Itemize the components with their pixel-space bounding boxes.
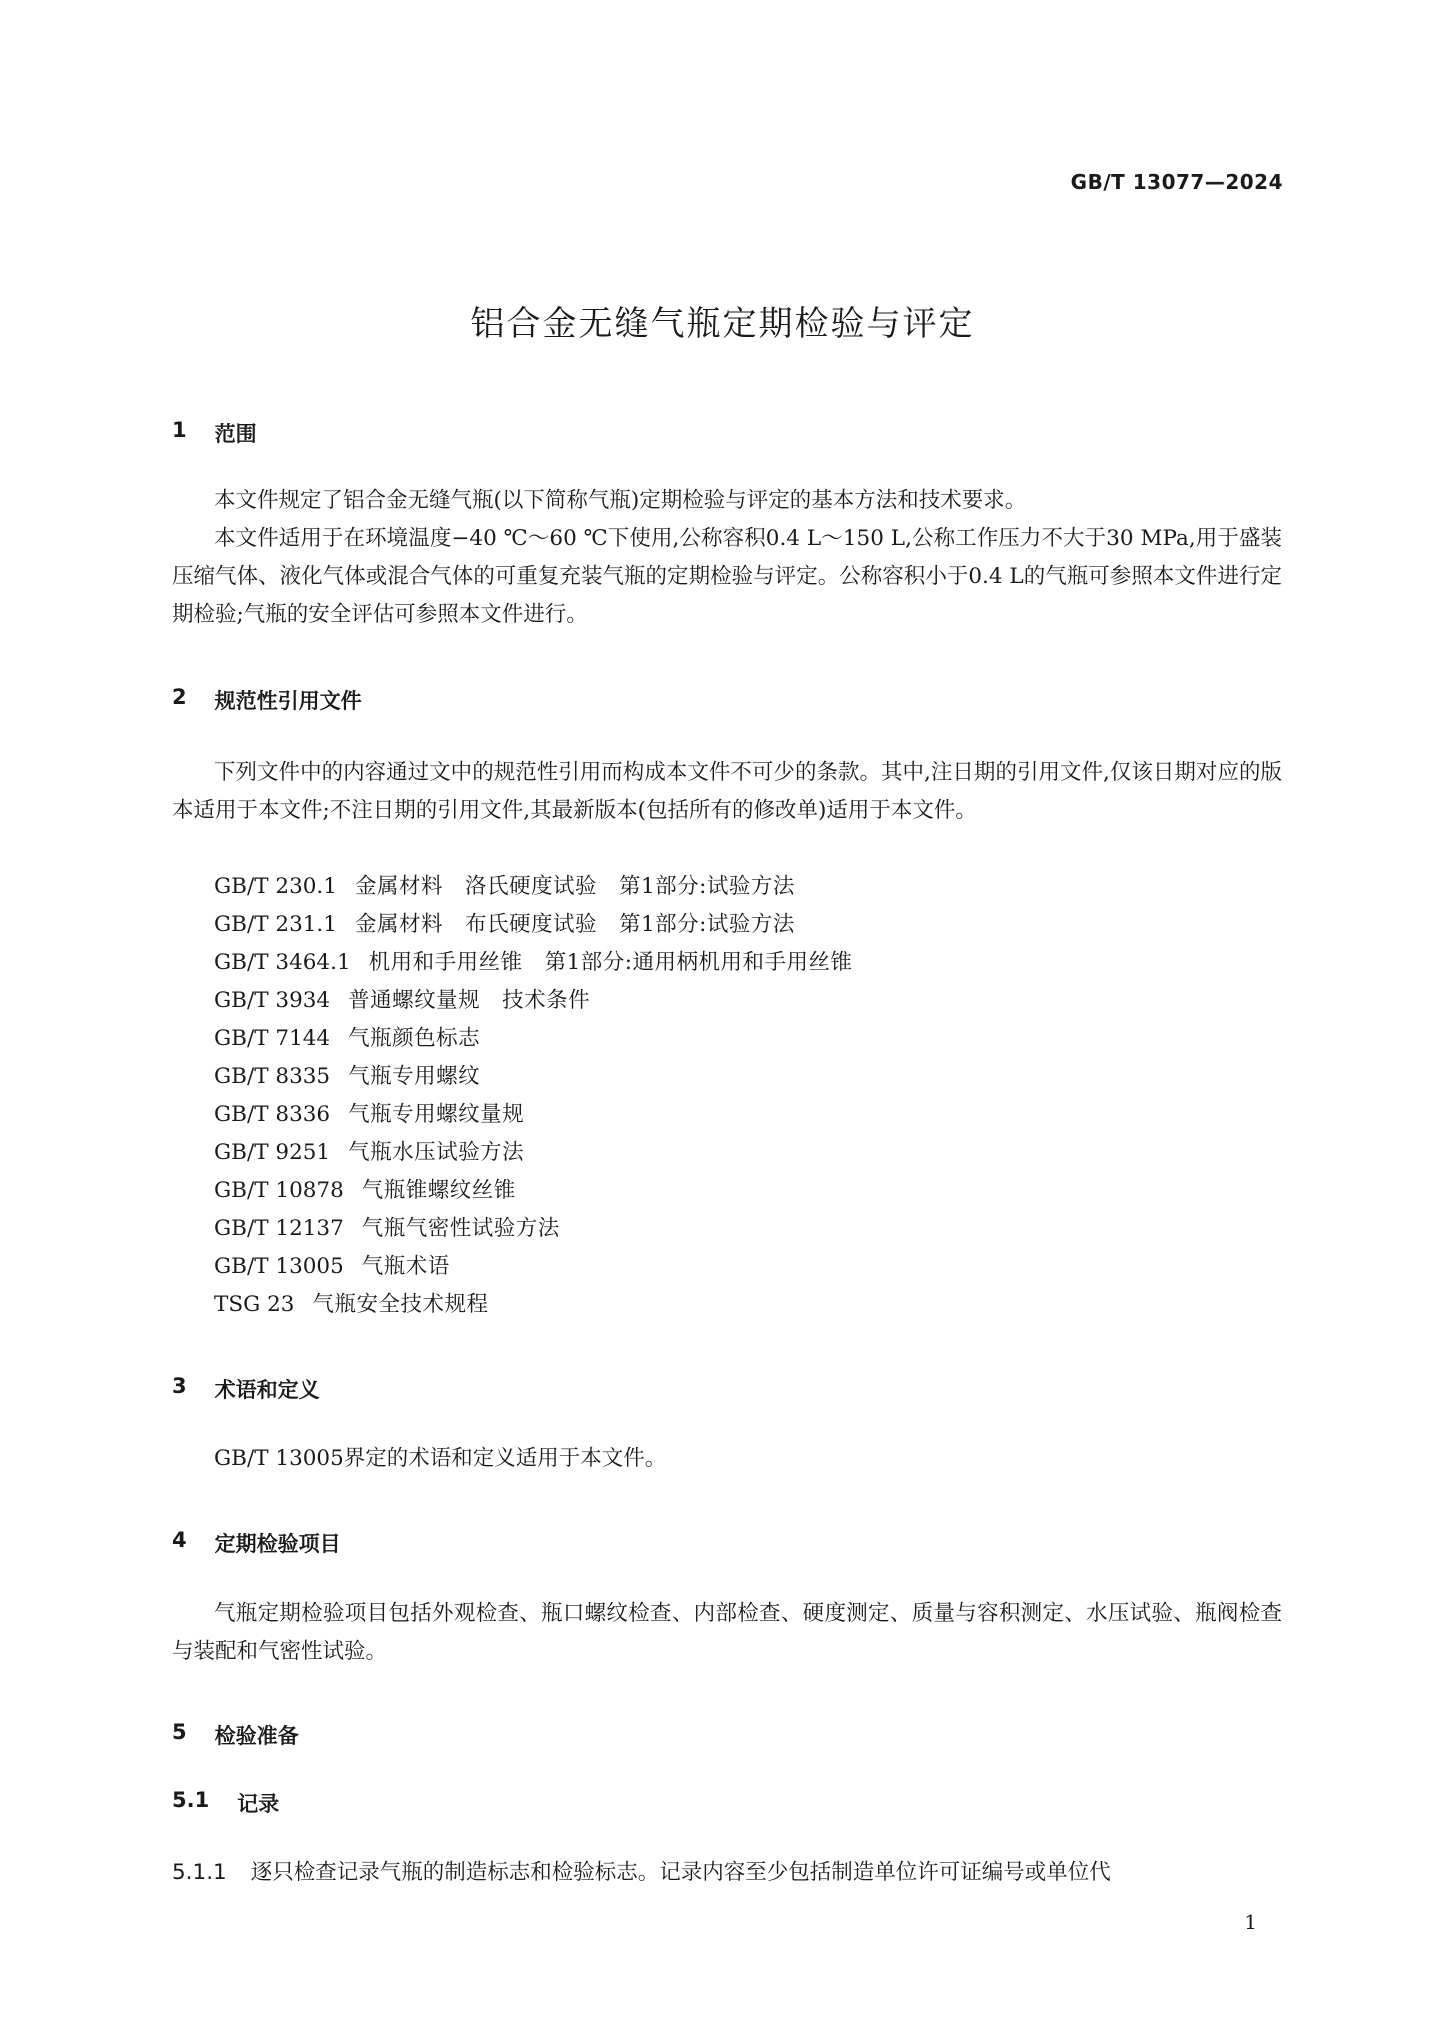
section-title: 术语和定义 (214, 1378, 320, 1402)
reference-title: 气瓶水压试验方法 (348, 1140, 525, 1165)
reference-code: GB/T 231.1 (214, 912, 337, 937)
terms-paragraph: GB/T 13005界定的术语和定义适用于本文件。 (214, 1446, 667, 1471)
reference-item (214, 1210, 853, 1248)
reference-item (214, 906, 853, 944)
reference-code: GB/T 3464.1 (214, 950, 351, 975)
section-title: 定期检验项目 (214, 1532, 341, 1556)
reference-list (214, 868, 853, 1324)
section-3-heading (172, 1374, 320, 1404)
section-2-heading (172, 685, 362, 715)
section-4-heading (172, 1528, 341, 1558)
reference-code: GB/T 12137 (214, 1216, 344, 1241)
reference-item (214, 1134, 853, 1172)
subsection-5-1-heading (172, 1788, 279, 1818)
clause-text: 逐只检查记录气瓶的制造标志和检验标志。记录内容至少包括制造单位许可证编号或单位代 (250, 1860, 1111, 1885)
section-5-heading (172, 1720, 299, 1750)
section-title: 检验准备 (214, 1724, 299, 1748)
reference-title: 气瓶专用螺纹量规 (348, 1102, 525, 1127)
reference-title: 普通螺纹量规 技术条件 (348, 988, 591, 1013)
reference-code: GB/T 8336 (214, 1102, 331, 1127)
reference-code: TSG 23 (214, 1292, 295, 1317)
reference-item (214, 1096, 853, 1134)
reference-title: 金属材料 洛氏硬度试验 第1部分:试验方法 (354, 874, 795, 899)
clause-5-1-1 (172, 1854, 1282, 1892)
section-number: 2 (172, 685, 187, 709)
reference-code: GB/T 230.1 (214, 874, 337, 899)
reference-item (214, 1286, 853, 1324)
reference-title: 金属材料 布氏硬度试验 第1部分:试验方法 (354, 912, 795, 937)
reference-code: GB/T 13005 (214, 1254, 344, 1279)
subsection-title: 记录 (237, 1792, 280, 1816)
section-number: 3 (172, 1374, 187, 1398)
reference-title: 气瓶锥螺纹丝锥 (361, 1178, 516, 1203)
reference-item (214, 982, 853, 1020)
page-number: 1 (1244, 1910, 1257, 1934)
reference-code: GB/T 10878 (214, 1178, 344, 1203)
subsection-number: 5.1 (172, 1788, 210, 1812)
reference-title: 机用和手用丝锥 第1部分:通用柄机用和手用丝锥 (368, 950, 853, 975)
reference-title: 气瓶气密性试验方法 (361, 1216, 560, 1241)
reference-item (214, 1172, 853, 1210)
clause-number: 5.1.1 (172, 1860, 227, 1885)
reference-title: 气瓶颜色标志 (348, 1026, 481, 1051)
section-number: 1 (172, 418, 187, 442)
reference-item (214, 868, 853, 906)
scope-paragraph-2: 本文件适用于在环境温度−40 ℃～60 ℃下使用,公称容积0.4 L～150 L,公称工作压力不大于30 MPa,用于盛装压缩气体、液化气体或混合气体的可重复充装气瓶的定期检验与评定。公称容积小于0.4 L的气瓶可参照本文件进行定期检验;气瓶的安全评估可参照本文件进行。 (172, 526, 1282, 627)
reference-item (214, 944, 853, 982)
inspection-items-paragraph: 气瓶定期检验项目包括外观检查、瓶口螺纹检查、内部检查、硬度测定、质量与容积测定、水压试验、瓶阀检查与装配和气密性试验。 (172, 1601, 1282, 1664)
reference-item (214, 1058, 853, 1096)
section-1-heading (172, 418, 257, 448)
reference-code: GB/T 9251 (214, 1140, 331, 1165)
section-number: 5 (172, 1720, 187, 1744)
reference-title: 气瓶术语 (361, 1254, 450, 1279)
reference-title: 气瓶专用螺纹 (348, 1064, 481, 1089)
section-title: 范围 (214, 422, 257, 446)
document-title: 铝合金无缝气瓶定期检验与评定 (470, 304, 975, 344)
reference-item (214, 1020, 853, 1058)
references-intro: 下列文件中的内容通过文中的规范性引用而构成本文件不可少的条款。其中,注日期的引用文件,仅该日期对应的版本适用于本文件;不注日期的引用文件,其最新版本(包括所有的修改单)适用于本文件。 (172, 760, 1282, 823)
scope-paragraph-1: 本文件规定了铝合金无缝气瓶(以下简称气瓶)定期检验与评定的基本方法和技术要求。 (214, 488, 1027, 513)
reference-title: 气瓶安全技术规程 (312, 1292, 489, 1317)
standard-code: GB/T 13077—2024 (1070, 170, 1283, 194)
reference-code: GB/T 7144 (214, 1026, 331, 1051)
reference-code: GB/T 3934 (214, 988, 331, 1013)
reference-item (214, 1248, 853, 1286)
section-number: 4 (172, 1528, 187, 1552)
reference-code: GB/T 8335 (214, 1064, 331, 1089)
section-title: 规范性引用文件 (214, 689, 362, 713)
